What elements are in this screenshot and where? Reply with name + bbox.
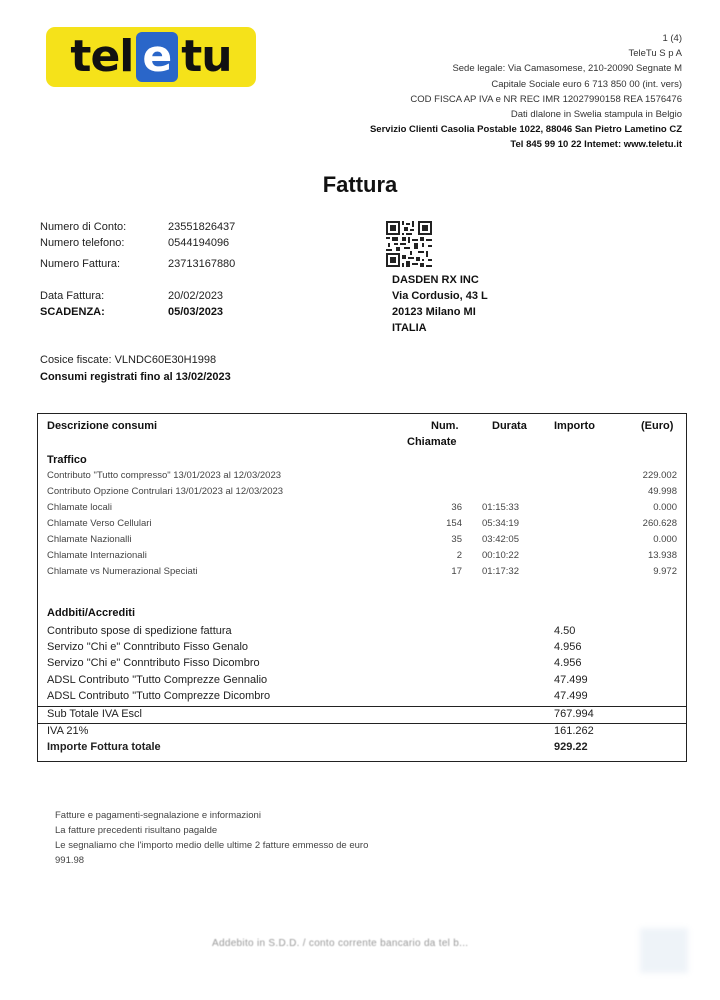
divider (38, 706, 686, 707)
recipient-city: 20123 Milano MI (392, 306, 476, 318)
phone-number-label: Numero telefono: (40, 237, 125, 249)
invoice-date-value: 20/02/2023 (168, 290, 224, 302)
company-contact: Tel 845 99 10 22 Intemet: www.teletu.it (510, 139, 682, 151)
payment-notes (55, 808, 368, 868)
account-number-value: 23551826437 (168, 221, 236, 233)
footer-text: Addebito in S.D.D. / conto corrente bancario da tel b... (212, 938, 469, 949)
fiscal-info (40, 352, 231, 386)
customer-service: Servizio Clienti Casolia Postable 1022, 88046 San Pietro Lametino CZ (369, 124, 682, 136)
phone-number-value: 0544194096 (168, 237, 230, 249)
note-line: 991.98 (55, 855, 85, 866)
company-info (282, 31, 682, 153)
traffic-section-title: Traffico (47, 454, 87, 466)
company-name: TeleTu S p A (628, 48, 682, 60)
account-number-label: Numero di Conto: (40, 221, 127, 233)
header-duration: Durata (492, 420, 527, 432)
logo-text-middle: e (136, 32, 178, 82)
note-line: Fatture e pagamenti-segnalazione e informazioni (55, 810, 261, 821)
page-title: Fattura (322, 172, 398, 197)
invoice-number-value: 23713167880 (168, 258, 236, 270)
consumption-table: Descrizione consumi Num. Chiamate Durata Importo (Euro) Traffico Contributo "Tutto compresso" 13/01/2023 al 12/03/2023 229.002 Contributo Opzione Contrulari 13/01/2023 al 12/03/2023 49.998 Chlamate locali 36 01:15:33 0.000 Chlamate Verso Cellulari 154 05:34:19 260.628 Chlamate Nazionalli 35 03:42:05 0.000 Chlamate Internazionali 2 00:10:22 13.938 Chlamate vs Numerazional Speciati 17 01:17:32 9.972 Addbiti/Accrediti Contributo spose di spedizione fattura 4.50 Servizo "Chi e" Conntributo Fisso Genalo 4.956 Servizo "Chi e" Conntributo Fisso Dicombro 4.956 ADSL Contributo "Tutto Comprezze Gennalio 47.499 ADSL Contributo "Tutto Comprezze Dicombro 47.499 Sub Totale IVA Escl 767.994 IVA 21% 161.262 Importe Fottura totale 929.22 (37, 413, 687, 762)
company-capital: Capitale Sociale euro 6 713 850 00 (int. vers) (491, 78, 682, 90)
recipient-street: Via Cordusio, 43 L (392, 290, 488, 302)
page-number: 1 (4) (662, 33, 682, 44)
qr-code-icon (386, 221, 432, 267)
fiscal-code: Cosice fiscate: VLNDC60E30H1998 (40, 354, 217, 366)
note-line: La fatture precedenti risultano pagalde (55, 825, 218, 836)
header-num: Num. (431, 420, 459, 432)
logo-text-left: tel (70, 31, 134, 82)
recipient-address (392, 272, 488, 336)
header-description: Descrizione consumi (47, 420, 158, 432)
company-address: Sede legale: Via Camasomese, 210-20090 Segnate M (452, 63, 682, 75)
header-euro: (Euro) (641, 420, 674, 432)
scan-smudge (640, 928, 688, 973)
logo-text-right: tu (181, 31, 232, 82)
due-date-label: SCADENZA: (40, 306, 105, 318)
divider (38, 723, 686, 724)
company-print-note: Dati dlalone in Swelia stampula in Belgio (510, 109, 682, 121)
recipient-name: DASDEN RX INC (392, 274, 479, 286)
invoice-date-label: Data Fattura: (40, 290, 105, 302)
company-fiscal-code: COD FISCA AP IVA e NR REC IMR 12027990158 REA 1576476 (410, 93, 682, 105)
header-calls: Chiamate (407, 436, 457, 448)
consumption-period: Consumi registrati fino al 13/02/2023 (40, 371, 231, 383)
invoice-number-label: Numero Fattura: (40, 258, 121, 270)
charges-section-title: Addbiti/Accrediti (47, 607, 136, 619)
header-amount: Importo (554, 420, 595, 432)
due-date-value: 05/03/2023 (168, 306, 224, 318)
teletu-logo (46, 27, 256, 87)
recipient-country: ITALIA (392, 322, 427, 334)
note-line: Le segnaliamo che l'importo medio delle ultime 2 fatture emmesso de euro (55, 840, 369, 851)
